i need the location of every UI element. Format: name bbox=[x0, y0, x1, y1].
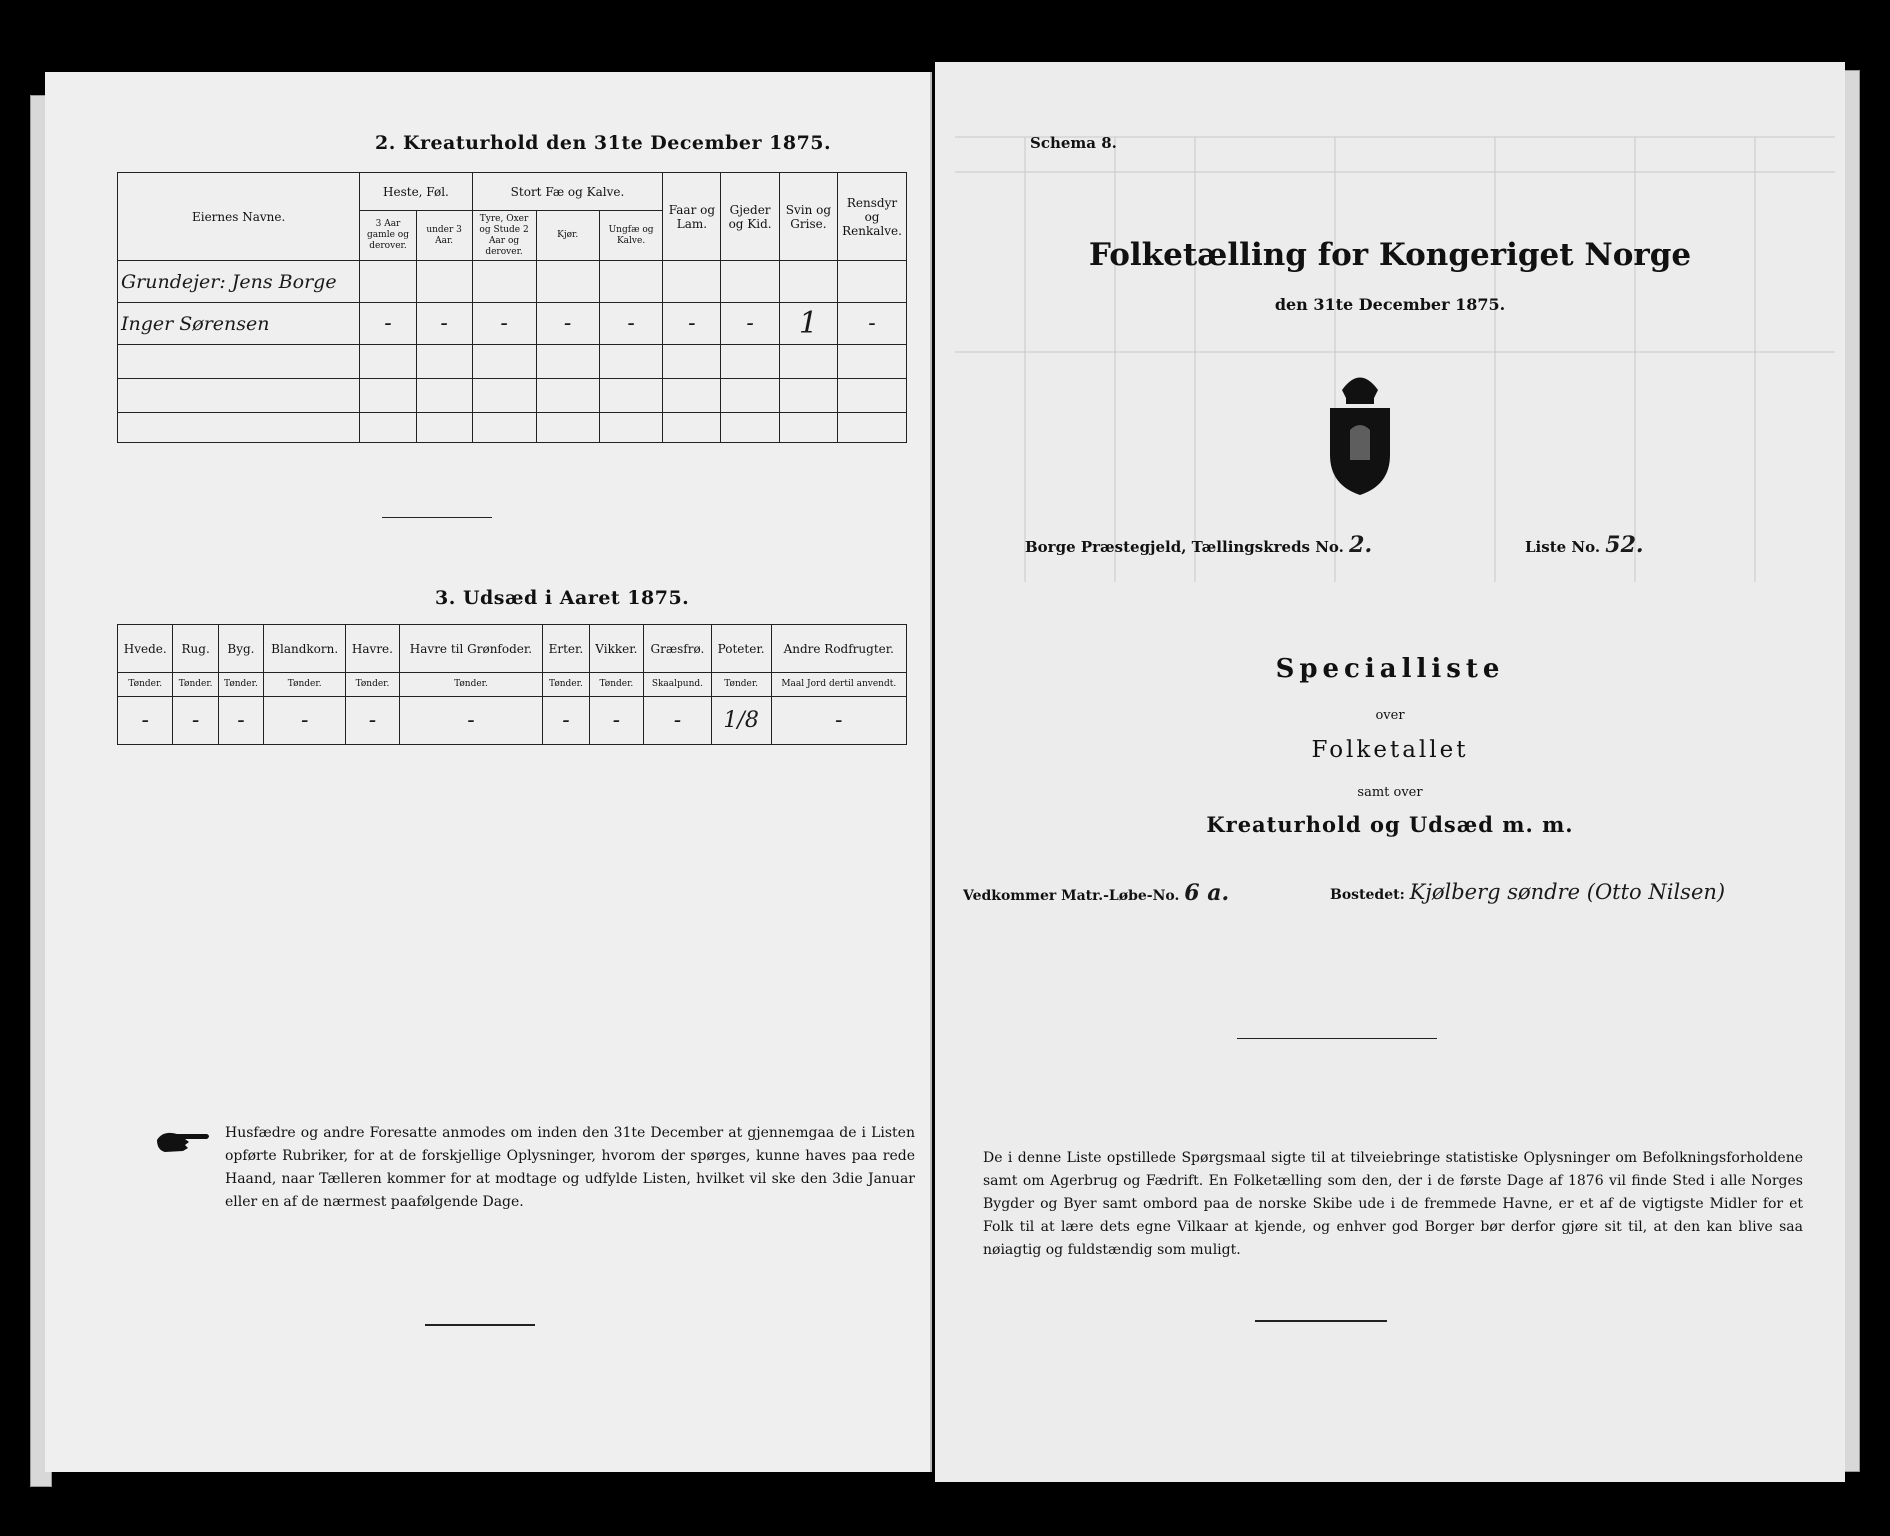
seed-unit: Tønder. bbox=[589, 673, 644, 697]
seed-table bbox=[117, 624, 907, 745]
cell: - bbox=[360, 303, 416, 345]
coat-of-arms-icon bbox=[1320, 360, 1400, 504]
seed-unit: Tønder. bbox=[264, 673, 346, 697]
list-no: 52. bbox=[1605, 532, 1644, 558]
cell bbox=[416, 261, 472, 303]
schema-label: Schema 8. bbox=[1030, 134, 1117, 152]
group-cattle: Stort Fæ og Kalve. bbox=[472, 173, 663, 211]
bosted-label: Bostedet: bbox=[1330, 887, 1405, 903]
bosted-value: Kjølberg søndre (Otto Nilsen) bbox=[1409, 880, 1726, 904]
seed-unit: Tønder. bbox=[399, 673, 543, 697]
matr-label: Vedkommer Matr.-Løbe-No. bbox=[963, 888, 1180, 904]
seed-value: - bbox=[543, 697, 589, 745]
district-label: Tællingskreds No. bbox=[1191, 538, 1344, 556]
cell bbox=[779, 261, 837, 303]
seed-unit: Tønder. bbox=[218, 673, 263, 697]
cell: 1 bbox=[779, 303, 837, 345]
samt-over-label: samt over bbox=[1357, 785, 1423, 800]
cell bbox=[536, 261, 599, 303]
seed-unit: Tønder. bbox=[711, 673, 771, 697]
seed-column-header: Havre. bbox=[346, 625, 399, 673]
seed-value: - bbox=[173, 697, 218, 745]
cell bbox=[599, 261, 663, 303]
col-horses-young: under 3 Aar. bbox=[416, 211, 472, 261]
col-cows: Kjør. bbox=[536, 211, 599, 261]
folketallet-title: Folketallet bbox=[1311, 737, 1469, 763]
table-row bbox=[118, 261, 907, 303]
list-row bbox=[1525, 532, 1644, 558]
kreaturhold-title: Kreaturhold og Udsæd m. m. bbox=[1206, 812, 1574, 837]
seed-value: - bbox=[644, 697, 712, 745]
seed-unit: Tønder. bbox=[173, 673, 218, 697]
cell: - bbox=[536, 303, 599, 345]
seed-value: - bbox=[346, 697, 399, 745]
cell: - bbox=[838, 303, 907, 345]
matr-row bbox=[963, 880, 1229, 906]
seed-unit: Tønder. bbox=[346, 673, 399, 697]
seed-value: - bbox=[218, 697, 263, 745]
seed-column-header: Rug. bbox=[173, 625, 218, 673]
cell: - bbox=[416, 303, 472, 345]
cell bbox=[472, 261, 536, 303]
matr-no: 6 a. bbox=[1184, 880, 1230, 906]
cell bbox=[838, 261, 907, 303]
seed-column-header: Erter. bbox=[543, 625, 589, 673]
seed-value: - bbox=[589, 697, 644, 745]
parish-label: Borge Præstegjeld, bbox=[1025, 538, 1187, 556]
seed-unit: Tønder. bbox=[543, 673, 589, 697]
owner-header: Eiernes Navne. bbox=[118, 173, 360, 261]
seed-column-header: Græsfrø. bbox=[644, 625, 712, 673]
subtitle: den 31te December 1875. bbox=[1274, 295, 1506, 314]
col-bulls: Tyre, Oxer og Stude 2 Aar og derover. bbox=[472, 211, 536, 261]
divider bbox=[1255, 1320, 1387, 1322]
bosted-row bbox=[1330, 880, 1725, 904]
seed-column-header: Poteter. bbox=[711, 625, 771, 673]
seed-value: - bbox=[118, 697, 173, 745]
seed-column-header: Blandkorn. bbox=[264, 625, 346, 673]
seed-unit: Skaalpund. bbox=[644, 673, 712, 697]
owner-name: Grundejer: Jens Borge bbox=[118, 261, 360, 303]
left-page bbox=[45, 72, 932, 1472]
owner-name: Inger Sørensen bbox=[118, 303, 360, 345]
seed-unit: Tønder. bbox=[118, 673, 173, 697]
footer-text: De i denne Liste opstillede Spørgsmaal sigte til at tilveiebringe statistiske Oplysninger om Befolkningsforholdene samt om Agerbrug og Fædrift. En Folketælling som den, der i de første Dage af 1876 vil finde Sted i alle Norges Bygder og Byer samt ombord paa de norske Skibe ude i de fremmede Havne, er et af de vigtigste Midler for et Folk til at lære dets egne Vilkaar at kjende, og enhver god Borger bør derfor gjøre sit til, at den kan blive saa nøiagtig og fuldstændig som muligt. bbox=[983, 1150, 1803, 1258]
parish-row bbox=[1025, 532, 1372, 558]
pointing-hand-icon bbox=[155, 1126, 213, 1160]
main-title: Folketælling for Kongeriget Norge bbox=[1088, 237, 1692, 273]
right-page bbox=[935, 62, 1845, 1482]
seed-column-header: Hvede. bbox=[118, 625, 173, 673]
divider bbox=[1237, 1038, 1437, 1039]
cell bbox=[663, 261, 721, 303]
notice-text: Husfædre og andre Foresatte anmodes om inden den 31te December at gjennemgaa de i Listen opførte Rubriker, for at de forskjellige Oplysninger, hvorom der spørges, kunne haves paa rede Haand, naar Tælleren kommer for at modtage og udfylde Listen, hvilket vil ske den 3die Januar eller en af de nærmest paafølgende Dage. bbox=[225, 1125, 915, 1210]
seed-value: 1/8 bbox=[711, 697, 771, 745]
cell: - bbox=[472, 303, 536, 345]
group-sheep: Faar og Lam. bbox=[663, 173, 721, 261]
cell: - bbox=[599, 303, 663, 345]
over-label: over bbox=[1375, 708, 1405, 723]
list-label: Liste No. bbox=[1525, 538, 1601, 556]
livestock-table bbox=[117, 172, 907, 443]
divider bbox=[382, 517, 492, 518]
seed-unit: Maal Jord dertil anvendt. bbox=[771, 673, 906, 697]
specialliste-title: Specialliste bbox=[1275, 654, 1505, 684]
seed-value: - bbox=[264, 697, 346, 745]
table-row bbox=[118, 303, 907, 345]
section3-title: 3. Udsæd i Aaret 1875. bbox=[435, 587, 690, 609]
group-pigs: Svin og Grise. bbox=[779, 173, 837, 261]
cell: - bbox=[721, 303, 779, 345]
group-goats: Gjeder og Kid. bbox=[721, 173, 779, 261]
seed-column-header: Byg. bbox=[218, 625, 263, 673]
group-reindeer: Rensdyr og Renkalve. bbox=[838, 173, 907, 261]
seed-column-header: Vikker. bbox=[589, 625, 644, 673]
group-horses: Heste, Føl. bbox=[360, 173, 472, 211]
seed-value: - bbox=[399, 697, 543, 745]
cell bbox=[721, 261, 779, 303]
cell: - bbox=[663, 303, 721, 345]
seed-column-header: Havre til Grønfoder. bbox=[399, 625, 543, 673]
col-horses-old: 3 Aar gamle og derover. bbox=[360, 211, 416, 261]
section2-title: 2. Kreaturhold den 31te December 1875. bbox=[375, 132, 832, 154]
seed-value: - bbox=[771, 697, 906, 745]
cell bbox=[360, 261, 416, 303]
district-no: 2. bbox=[1349, 532, 1373, 558]
col-young-cattle: Ungfæ og Kalve. bbox=[599, 211, 663, 261]
seed-column-header: Andre Rodfrugter. bbox=[771, 625, 906, 673]
divider bbox=[425, 1324, 535, 1326]
